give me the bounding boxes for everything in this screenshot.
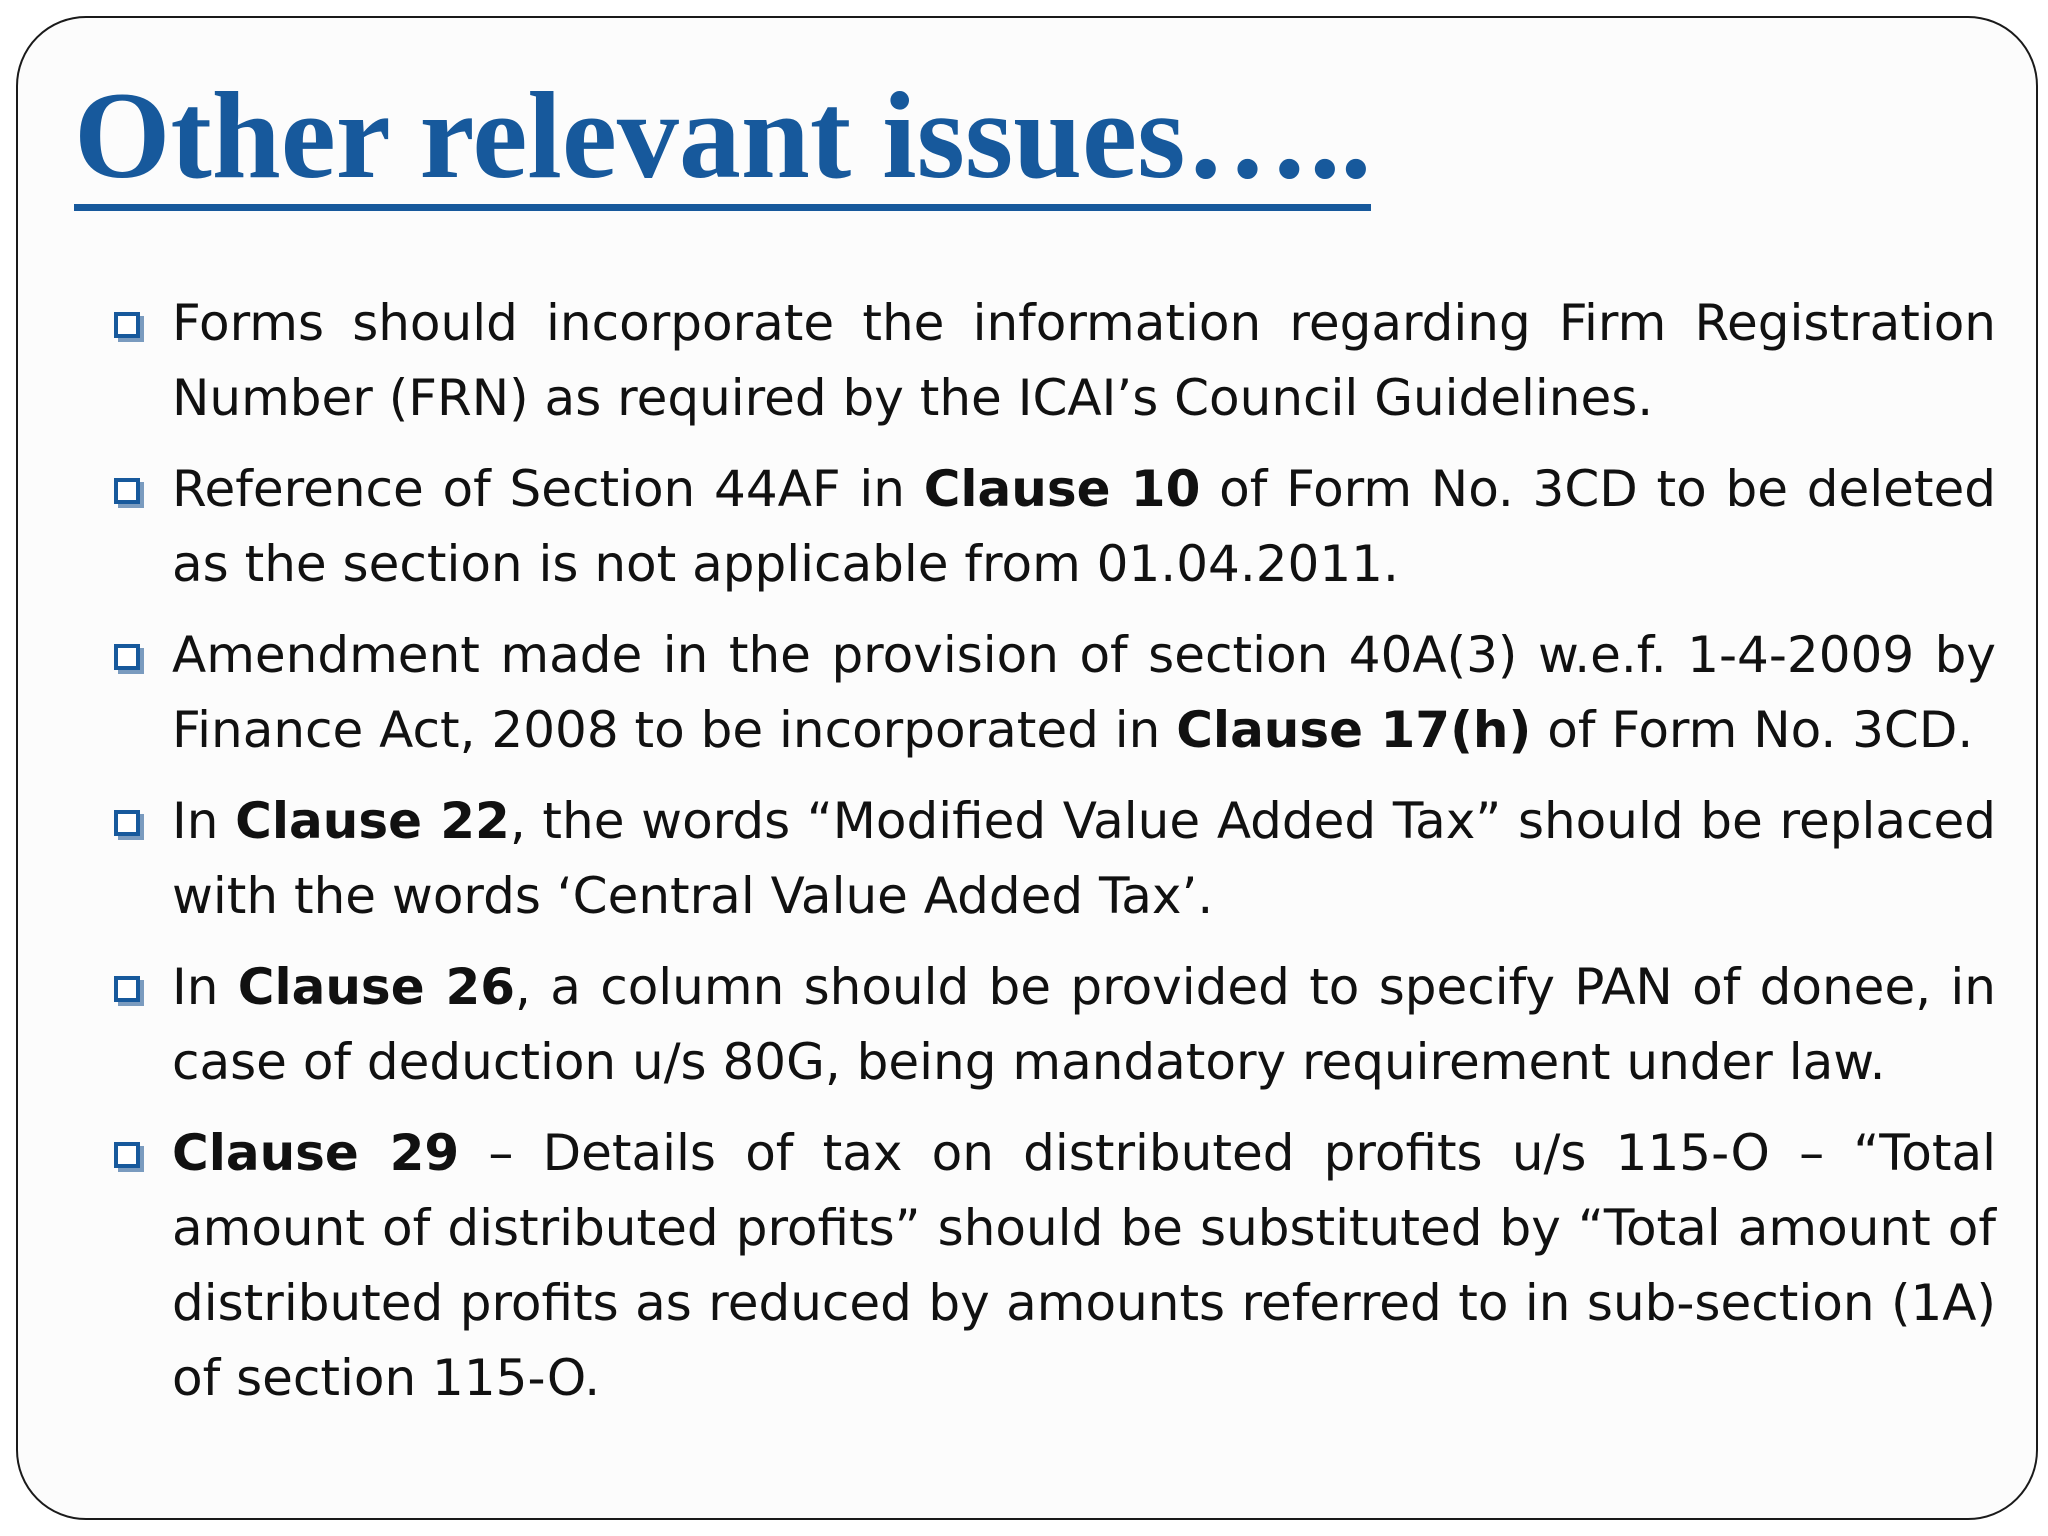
item-text: In xyxy=(172,958,238,1016)
item-text: of Form No. 3CD to be deleted as the section is not applicable from 01.04.2011. xyxy=(172,460,1997,593)
checkbox-square-icon xyxy=(114,810,140,836)
clause-ref: Clause 10 xyxy=(923,460,1201,518)
item-text: – Details of tax on distributed profits u/s 115-O – “Total amount of distributed profits” should be substituted by “Total amount of distributed profits as reduced by amounts referred to in sub-section (1A) of section 115-O. xyxy=(172,1124,1996,1407)
item-text: Forms should incorporate the information regarding Firm Registration Number (FRN) as required by the ICAI’s Council Guidelines. xyxy=(172,294,1996,427)
item-text: In xyxy=(172,792,236,850)
list-item xyxy=(108,286,1996,436)
item-text: of Form No. 3CD. xyxy=(1531,701,1974,759)
item-text: , the words “Modified Value Added Tax” should be replaced with the words ‘Central Value Added Tax’. xyxy=(172,792,1996,925)
checkbox-square-icon xyxy=(114,1142,140,1168)
checkbox-square-icon xyxy=(114,478,140,504)
list-item xyxy=(108,452,1996,602)
clause-ref: Clause 22 xyxy=(235,792,510,850)
list-item xyxy=(108,618,1996,768)
checkbox-square-icon xyxy=(114,644,140,670)
list-item xyxy=(108,950,1996,1100)
slide-title: Other relevant issues….. xyxy=(74,68,1371,211)
clause-ref: Clause 17(h) xyxy=(1176,701,1532,759)
item-text: Reference of Section 44AF in xyxy=(172,460,924,518)
list-item xyxy=(108,1116,1996,1416)
clause-ref: Clause 26 xyxy=(237,958,516,1016)
checkbox-square-icon xyxy=(114,976,140,1002)
list-item xyxy=(108,784,1996,934)
item-text: Amendment made in the provision of section 40A(3) w.e.f. 1-4-2009 by Finance Act, 2008 to be incorporated in xyxy=(172,626,1996,759)
item-text: , a column should be provided to specify PAN of donee, in case of deduction u/s 80G, being mandatory requirement under law. xyxy=(172,958,1996,1091)
clause-ref: Clause 29 xyxy=(172,1124,460,1182)
bullet-list xyxy=(108,286,1996,1432)
slide-frame xyxy=(16,16,2038,1520)
checkbox-square-icon xyxy=(114,312,140,338)
